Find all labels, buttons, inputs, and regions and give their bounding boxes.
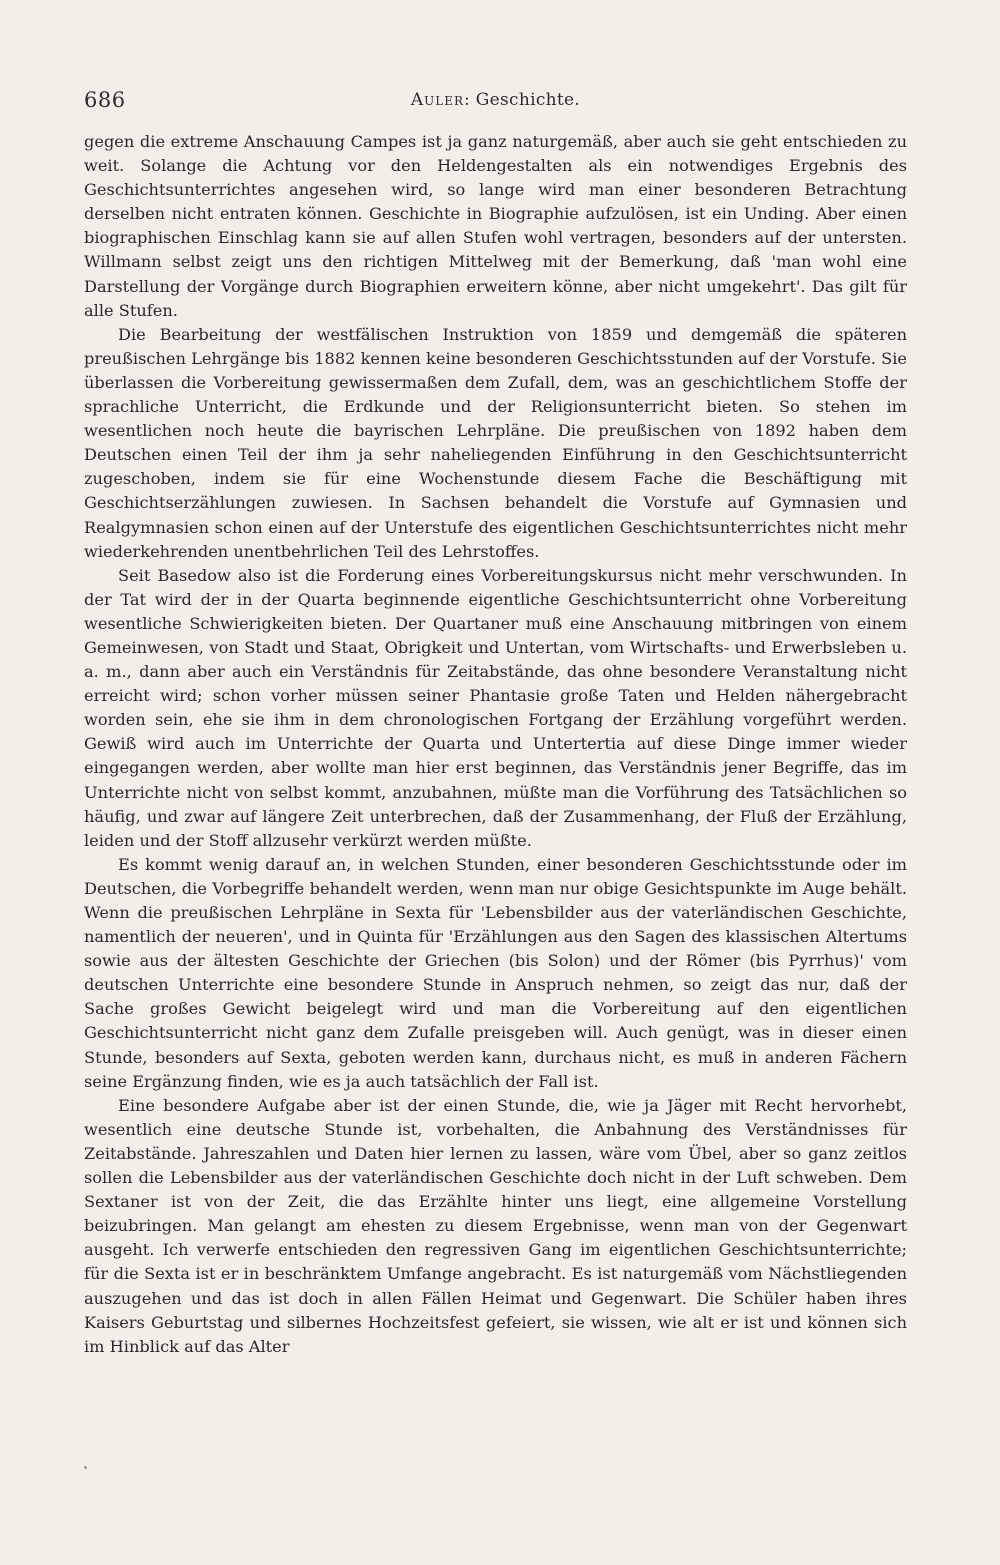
author-name: Auler — [410, 90, 465, 110]
paragraph: Eine besondere Aufgabe aber ist der einen Stunde, die, wie ja Jäger mit Recht hervorhebt, wesentlich eine deutsche Stunde ist, vorbehalten, die Anbahnung des Verständnisses für Zeitabstände. Jahreszahlen und Daten hier lernen zu lassen, wäre vom Übel, aber so ganz zeitlos sollen die Lebensbilder aus der vaterländischen Geschichte doch nicht in der Luft schweben. Dem Sextaner ist von der Zeit, die das Erzählte hinter uns liegt, eine allgemeine Vorstellung beizubringen. Man gelangt am ehesten zu diesem Ergebnisse, wenn man von der Gegenwart ausgeht. Ich verwerfe entschieden den regressiven Gang im eigentlichen Geschichtsunterrichte; für die Sexta ist er in beschränktem Umfange angebracht. Es ist naturgemäß vom Nächstliegenden auszugehen und das ist doch in allen Fällen Heimat und Gegenwart. Die Schüler haben ihres Kaisers Geburtstag und silbernes Hochzeitsfest gefeiert, sie wissen, wie alt er ist und können sich im Hinblick auf das Alter — [84, 1095, 907, 1356]
running-title — [84, 90, 907, 110]
paragraph: Seit Basedow also ist die Forderung eines Vorbereitungskursus nicht mehr verschwunden. In der Tat wird der in der Quarta beginnende eigentliche Geschichtsunterricht ohne Vorbereitung wesentliche Schwierigkeiten bieten. Der Quartaner muß eine Anschauung mitbringen von einem Gemeinwesen, von Stadt und Staat, Obrigkeit und Untertan, vom Wirtschafts- und Erwerbsleben u. a. m., dann aber auch ein Verständnis für Zeitabstände, das ohne besondere Veranstaltung nicht erreicht wird; schon vorher müssen seiner Phantasie große Taten und Helden nähergebracht worden sein, ehe sie ihm in dem chronologischen Fortgang der Erzählung vorgeführt werden. Gewiß wird auch im Unterrichte der Quarta und Untertertia auf diese Dinge immer wieder eingegangen werden, aber wollte man hier erst beginnen, das Verständnis jener Begriffe, das im Unterrichte nicht von selbst kommt, anzubahnen, müßte man die Vorführung des Tatsächlichen so häufig, und zwar auf längere Zeit unterbrechen, daß der Zusammenhang, der Fluß der Erzählung, leiden und der Stoff allzusehr verkürzt werden müßte. — [84, 565, 907, 850]
running-head — [84, 88, 907, 118]
paragraph: Es kommt wenig darauf an, in welchen Stunden, einer besonderen Geschichtsstunde oder im Deutschen, die Vorbegriffe behandelt werden, wenn man nur obige Gesichtspunkte im Auge behält. Wenn die preußischen Lehrpläne in Sexta für 'Lebensbilder aus der vaterländischen Geschichte, namentlich der neueren', und in Quinta für 'Erzählungen aus den Sagen des klassischen Altertums sowie aus der ältesten Geschichte der Griechen (bis Solon) und der Römer (bis Pyrrhus)' vom deutschen Unterrichte eine besondere Stunde in Anspruch nehmen, so zeigt das nur, daß der Sache großes Gewicht beigelegt wird und man die Vorbereitung auf den eigentlichen Geschichtsunterricht nicht ganz dem Zufalle preisgeben will. Auch genügt, was in dieser einen Stunde, besonders auf Sexta, geboten werden kann, durchaus nicht, es muß in anderen Fächern seine Ergänzung finden, wie es ja auch tatsächlich der Fall ist. — [84, 854, 907, 1091]
paragraph-continuation: gegen die extreme Anschauung Campes ist ja ganz naturgemäß, aber auch sie geht entschieden zu weit. Solange die Achtung vor den Heldengestalten als ein notwendiges Ergebnis des Geschichtsunterrichtes angesehen wird, so lange wird man einer besonderen Betrachtung derselben nicht entraten können. Geschichte in Biographie aufzulösen, ist ein Unding. Aber einen biographischen Einschlag kann sie auf allen Stufen wohl vertragen, besonders auf der untersten. Willmann selbst zeigt uns den richtigen Mittelweg mit der Bemerkung, daß 'man wohl eine Darstellung der Vorgänge durch Biographien erweitern könne, aber nicht umgekehrt'. Das gilt für alle Stufen. — [84, 132, 907, 320]
page-number: 686 — [84, 88, 126, 112]
body-text — [84, 130, 907, 1359]
title-separator: : — [464, 90, 476, 110]
chapter-title: Geschichte. — [475, 90, 581, 110]
paragraph: Die Bearbeitung der westfälischen Instruktion von 1859 und demgemäß die späteren preußischen Lehrgänge bis 1882 kennen keine besonderen Geschichtsstunden auf der Vorstufe. Sie überlassen die Vorbereitung gewissermaßen dem Zufall, dem, was an geschichtlichem Stoffe der sprachliche Unterricht, die Erdkunde und der Religionsunterricht bieten. So stehen im wesentlichen noch heute die bayrischen Lehrpläne. Die preußischen von 1892 haben dem Deutschen einen Teil der ihm ja sehr naheliegenden Einführung in den Geschichtsunterricht zugeschoben, indem sie für eine Wochenstunde diesem Fache die Beschäftigung mit Geschichtserzählungen zuwiesen. In Sachsen behandelt die Vorstufe auf Gymnasien und Realgymnasien schon einen auf der Unterstufe des eigentlichen Geschichtsunterrichtes nicht mehr wiederkehrenden unentbehrlichen Teil des Lehrstoffes. — [84, 324, 907, 561]
paper-speck — [84, 1466, 87, 1469]
